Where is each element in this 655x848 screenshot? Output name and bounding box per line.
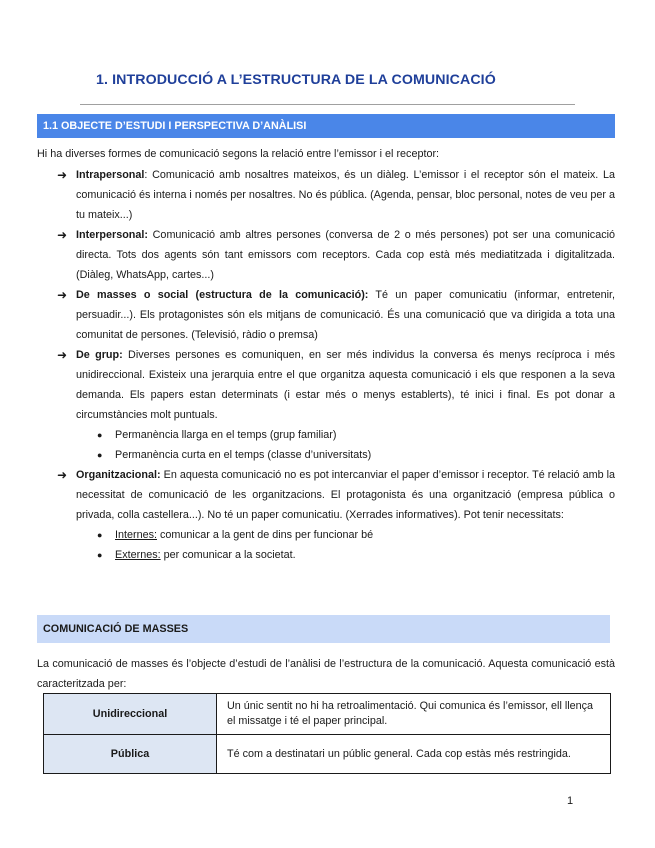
- item-text: Comunicació amb altres persones (conversa de 2 o més persones) pot ser una comunicació directa. Tots dos agents són tant emissors com receptors. Cada cop està més mediatitzada i digitalitzada. (Diàleg, WhatsApp, cartes...): [76, 229, 615, 281]
- arrow-right-icon: ➜: [57, 348, 68, 362]
- list-item-interpersonal: [37, 225, 615, 285]
- group-sublist: [37, 425, 615, 465]
- section-heading-1-1: 1.1 OBJECTE D’ESTUDI I PERSPECTIVA D’ANÀLISI: [37, 114, 615, 138]
- item-text: En aquesta comunicació no es pot intercanviar el paper d’emissor i receptor. Té relació amb la necessitat de comunicació de les organitzacions. El protagonista és una organització (empresa pública o privada, colla castellera...). No té un paper comunicatiu. (Xerrades informatives). Pot tenir necessitats:: [76, 469, 615, 521]
- table-value-cell: Té com a destinatari un públic general. Cada cop estàs més restringida.: [217, 735, 611, 774]
- list-item: ● Permanència llarga en el temps (grup familiar): [37, 425, 615, 445]
- characteristics-table: [43, 693, 611, 774]
- item-term: Organitzacional:: [76, 469, 161, 481]
- item-term: Intrapersonal: [76, 169, 145, 181]
- table-value-cell: Un únic sentit no hi ha retroalimentació. Qui comunica és l’emissor, ell llença el missatge i té el paper principal.: [217, 694, 611, 735]
- item-text: Diverses persones es comuniquen, en ser més individus la conversa és menys recíproca i més unidireccional. Existeix una jerarquia entre el que organitza aquesta comunicació i els que responen a la seva demanda. Els papers estan determinats (i estar més o menys establerts), té inici i final. Es pot donar a circumstàncies molt puntuals.: [76, 349, 615, 421]
- arrow-right-icon: ➜: [57, 228, 68, 242]
- item-term: Interpersonal:: [76, 229, 148, 241]
- arrow-right-icon: ➜: [57, 468, 68, 482]
- section-heading-masses: COMUNICACIÓ DE MASSES: [37, 615, 610, 643]
- communication-types-list: [37, 165, 615, 565]
- page-number: 1: [567, 795, 574, 807]
- list-item-organizational: [37, 465, 615, 525]
- organizational-sublist: [37, 525, 615, 565]
- table-key-cell: Unidireccional: [44, 694, 217, 735]
- list-item: ● Internes: comunicar a la gent de dins per funcionar bé: [37, 525, 615, 545]
- bullet-icon: ●: [97, 450, 103, 460]
- bullet-icon: ●: [97, 550, 103, 560]
- bullet-icon: ●: [97, 430, 103, 440]
- item-text: : Comunicació amb nosaltres mateixos, és un diàleg. L’emissor i el receptor són el mateix. La comunicació és interna i només per nosaltres. No és pública. (Agenda, pensar, bloc personal, notes de veu per a tu mateix...): [76, 169, 615, 221]
- item-term: De grup:: [76, 349, 123, 361]
- document-title: 1. INTRODUCCIÓ A L’ESTRUCTURA DE LA COMUNICACIÓ: [96, 72, 496, 88]
- table-row: [44, 694, 611, 735]
- table-key-cell: Pública: [44, 735, 217, 774]
- intro-text: Hi ha diverses formes de comunicació segons la relació entre l’emissor i el receptor:: [37, 148, 440, 160]
- item-term: De masses o social (estructura de la comunicació):: [76, 289, 369, 301]
- bullet-icon: ●: [97, 530, 103, 540]
- title-divider: [80, 104, 575, 105]
- list-item-intrapersonal: [37, 165, 615, 225]
- table-row: [44, 735, 611, 774]
- arrow-right-icon: ➜: [57, 288, 68, 302]
- list-item-group: [37, 345, 615, 425]
- list-item: ● Permanència curta en el temps (classe d’universitats): [37, 445, 615, 465]
- list-item: ● Externes: per comunicar a la societat.: [37, 545, 615, 565]
- masses-paragraph: La comunicació de masses és l’objecte d’estudi de l’anàlisi de l’estructura de la comunicació. Aquesta comunicació està caracteritzada per:: [37, 658, 615, 690]
- arrow-right-icon: ➜: [57, 168, 68, 182]
- list-item-masses: [37, 285, 615, 345]
- item-text: Té un paper comunicatiu (informar, entretenir, persuadir...). Els protagonistes són els mitjans de comunicació. És una comunicació que va dirigida a tota una comunitat de persones. (Televisió, ràdio o premsa): [76, 289, 615, 341]
